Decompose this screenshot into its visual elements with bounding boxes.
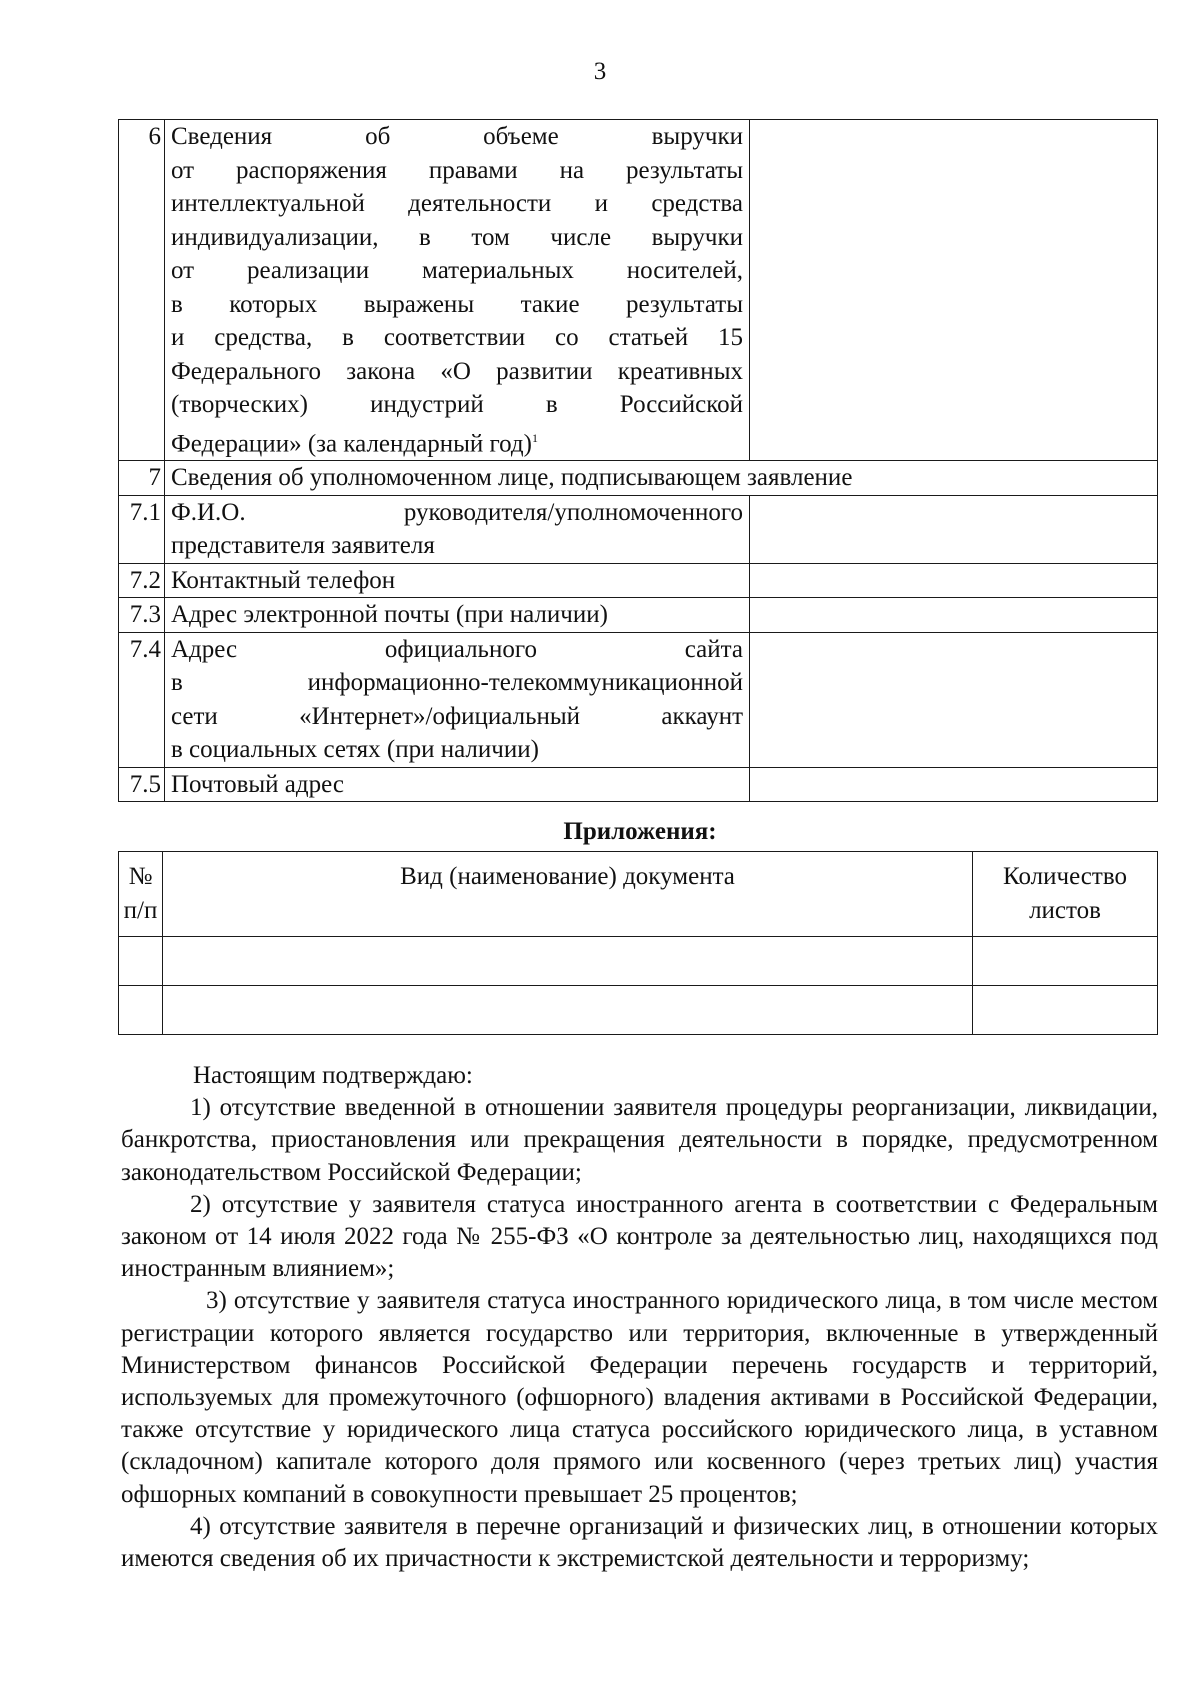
info-row: [119, 563, 1158, 598]
row-number: 7: [119, 461, 165, 496]
field-label: [165, 563, 750, 598]
row-number: 7.1: [119, 495, 165, 563]
label-line: Федерального закона «О развитии креативных: [171, 357, 743, 385]
appendix-cell[interactable]: [163, 986, 973, 1035]
appendix-empty-row: [119, 937, 1158, 986]
label-line: индивидуализации, в том числе выручки: [171, 223, 743, 251]
field-label: [165, 598, 750, 633]
confirmation-item-3: 3) отсутствие у заявителя статуса иностранного юридического лица, в том числе местом регистрации которого является государство или территория, включенные в утвержденный Министерством финансов Российской Федерации перечень государств и территорий, используемых для промежуточного (офшорного) владения активами в Российской Федерации, также отсутствие у юридического лица статуса российского юридического лица, в уставном (складочном) капитале которого доля прямого или косвенного (через третьих лиц) участия офшорных компаний в совокупности превышает 25 процентов;: [121, 1287, 1158, 1508]
confirmation-intro: Настоящим подтверждаю:: [193, 1062, 473, 1089]
field-value-cell[interactable]: [750, 632, 1158, 767]
label-line: (творческих) индустрий в Российской: [171, 391, 743, 418]
header-num-cell: № п/п: [119, 852, 163, 937]
page-number: 3: [593, 58, 607, 85]
info-row: [119, 632, 1158, 767]
field-label: [165, 632, 750, 767]
appendix-cell[interactable]: [119, 986, 163, 1035]
confirmation-text: [121, 1060, 1158, 1575]
label-line: Ф.И.О. руководителя/уполномоченного: [171, 498, 743, 526]
info-row: [119, 767, 1158, 802]
label-line: Контактный телефон: [171, 566, 396, 594]
label-line: в информационно-телекоммуникационной: [171, 669, 743, 697]
label-line: в которых выражены такие результаты: [171, 290, 743, 318]
field-value-cell[interactable]: [750, 495, 1158, 563]
confirmation-item-1: 1) отсутствие введенной в отношении заявителя процедуры реорганизации, ликвидации, банкротства, приостановления или прекращения деятельности в порядке, предусмотренном законодательством Российской Федерации;: [121, 1094, 1158, 1186]
info-row: [119, 495, 1158, 563]
appendix-cell[interactable]: [119, 937, 163, 986]
appendix-title: Приложения:: [563, 818, 717, 845]
appendix-empty-row: [119, 986, 1158, 1035]
confirmation-item-2: 2) отсутствие у заявителя статуса иностранного агента в соответствии с Федеральным законом от 14 июля 2022 года № 255-ФЗ «О контроле за деятельностью лиц, находящихся под иностранным влиянием»;: [121, 1190, 1158, 1283]
info-row: [119, 461, 1158, 496]
applicant-info-table: [118, 119, 1158, 802]
row-number: 7.3: [119, 598, 165, 633]
field-value-cell[interactable]: [750, 598, 1158, 633]
field-value-cell[interactable]: [750, 563, 1158, 598]
info-row: [119, 598, 1158, 633]
label-line: от реализации материальных носителей,: [171, 257, 743, 284]
label-line: Адрес электронной почты (при наличии): [171, 601, 608, 629]
label-line: Почтовый адрес: [171, 770, 344, 798]
header-count-cell: Количество листов: [973, 852, 1158, 937]
field-label: [165, 767, 750, 802]
field-value-cell[interactable]: [750, 767, 1158, 802]
field-value-cell[interactable]: [750, 120, 1158, 461]
label-line: интеллектуальной деятельности и средства: [171, 190, 743, 217]
info-row: [119, 120, 1158, 461]
label-line: представителя заявителя: [171, 532, 435, 560]
appendix-cell[interactable]: [163, 937, 973, 986]
appendix-table: [118, 851, 1158, 1035]
label-line: Сведения об объеме выручки: [171, 123, 743, 150]
confirmation-item-4: 4) отсутствие заявителя в перечне организаций и физических лиц, в отношении которых имеются сведения об их причастности к экстремистской деятельности и терроризму;: [121, 1512, 1158, 1573]
header-name-cell: Вид (наименование) документа: [163, 852, 973, 937]
label-line: Федерации» (за календарный год): [171, 429, 532, 457]
appendix-cell[interactable]: [973, 937, 1158, 986]
section-heading-cell: Сведения об уполномоченном лице, подписывающем заявление: [165, 461, 1158, 496]
label-line: и средства, в соответствии со статьей 15: [171, 324, 743, 351]
field-label: [165, 120, 750, 461]
row-number: 7.4: [119, 632, 165, 767]
field-label: [165, 495, 750, 563]
footnote-marker: 1: [531, 430, 538, 445]
appendix-cell[interactable]: [973, 986, 1158, 1035]
label-line: Адрес официального сайта: [171, 635, 743, 663]
row-number: 7.2: [119, 563, 165, 598]
appendix-header-row: [119, 852, 1158, 937]
row-number: 6: [119, 120, 165, 461]
label-line: в социальных сетях (при наличии): [171, 736, 539, 764]
label-line: от распоряжения правами на результаты: [171, 156, 743, 184]
label-line: сети «Интернет»/официальный аккаунт: [171, 702, 743, 730]
row-number: 7.5: [119, 767, 165, 802]
